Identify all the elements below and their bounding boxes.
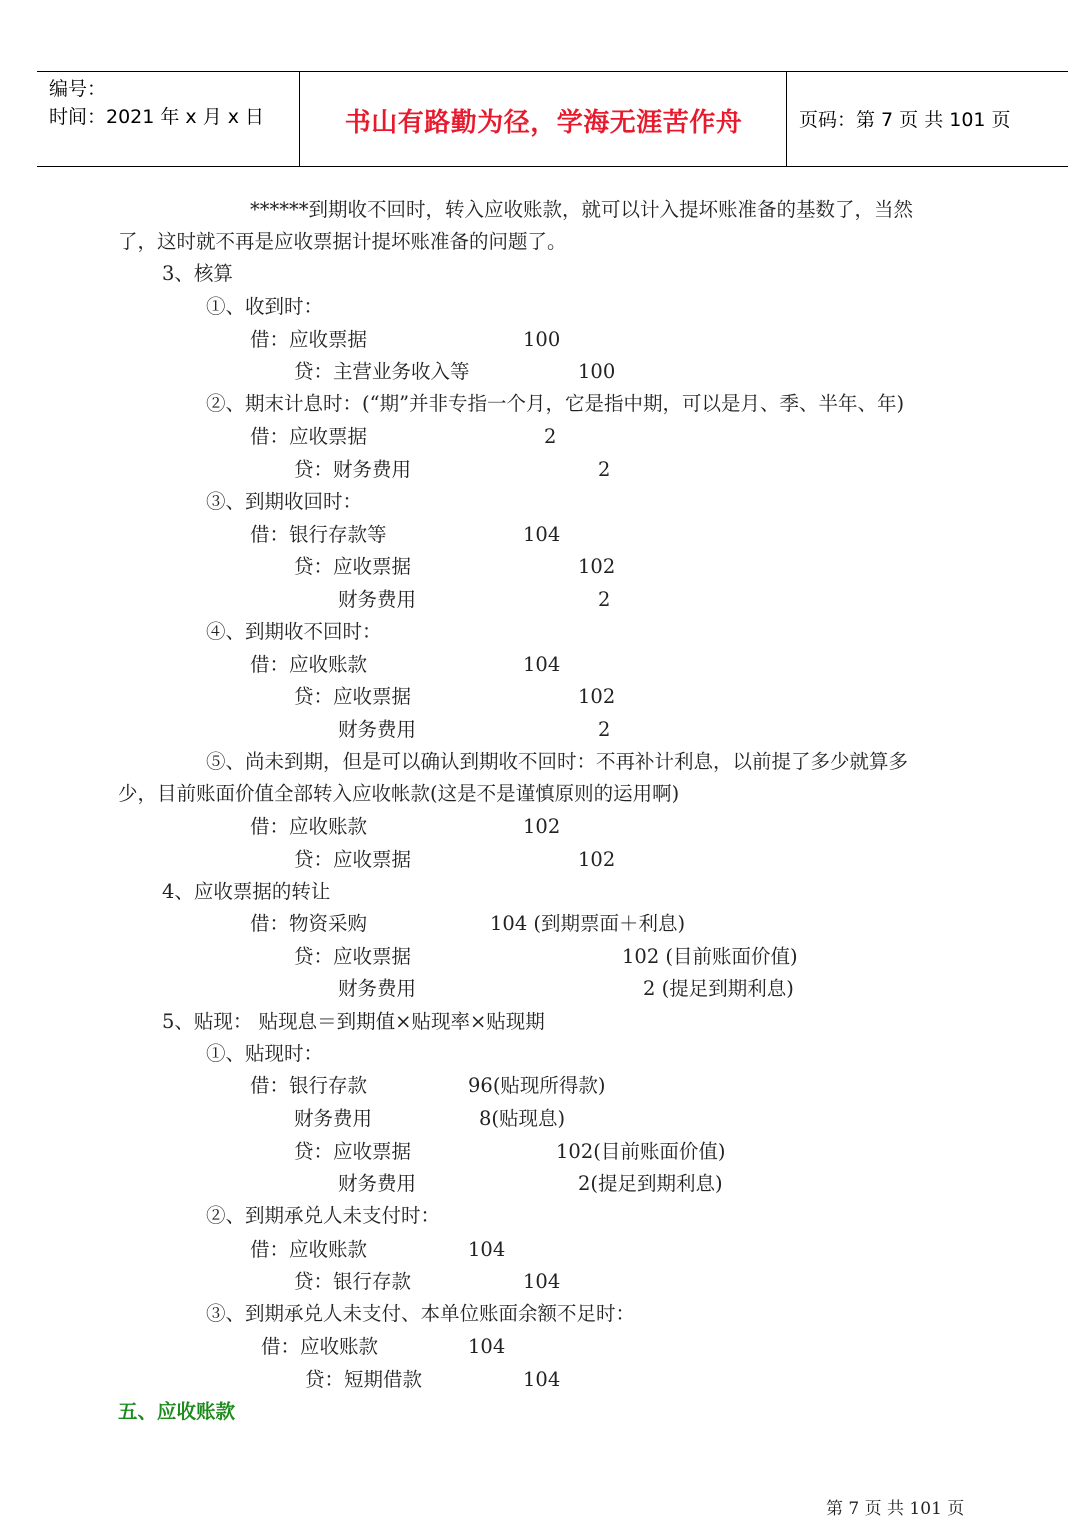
entry-debit: 借：应收账款 xyxy=(261,1335,379,1358)
sub-heading: ①、贴现时： xyxy=(206,1042,324,1065)
entry-credit: 贷：短期借款 xyxy=(305,1368,423,1391)
header-motto: 书山有路勤为径，学海无涯苦作舟 xyxy=(344,108,743,138)
entry-amount: 102(目前账面价值) xyxy=(556,1140,726,1163)
section-heading: 4、应收票据的转让 xyxy=(162,880,331,903)
sub-heading: ⑤、尚未到期，但是可以确认到期收不回时：不再补计利息，以前提了多少就算多 xyxy=(206,750,909,773)
entry-debit: 借：银行存款等 xyxy=(250,523,387,546)
entry-amount: 8(贴现息) xyxy=(479,1107,566,1130)
entry-amount: 104 xyxy=(523,523,561,546)
entry-credit: 财务费用 xyxy=(338,1172,417,1195)
entry-amount: 104 xyxy=(523,653,561,676)
entry-credit: 贷：银行存款 xyxy=(294,1270,412,1293)
header-page-info: 页码：第 7 页 共 101 页 xyxy=(799,109,1011,131)
entry-credit: 贷：应收票据 xyxy=(294,1140,412,1163)
section-heading: 5、贴现： 贴现息＝到期值×贴现率×贴现期 xyxy=(162,1010,545,1033)
entry-debit: 财务费用 xyxy=(294,1107,373,1130)
paragraph-line: ******到期收不回时，转入应收账款，就可以计入提坏账准备的基数了，当然 xyxy=(250,198,914,221)
paragraph-line: 了，这时就不再是应收票据计提坏账准备的问题了。 xyxy=(118,230,567,253)
entry-debit: 借：应收票据 xyxy=(250,425,368,448)
section-heading: 3、核算 xyxy=(162,262,233,285)
entry-amount: 104 (到期票面＋利息) xyxy=(490,912,686,935)
entry-amount: 102 (目前账面价值) xyxy=(622,945,798,968)
entry-amount: 102 xyxy=(578,555,616,578)
entry-amount: 100 xyxy=(523,328,561,351)
entry-amount: 2 xyxy=(598,718,611,741)
sub-heading: ③、到期承兑人未支付、本单位账面余额不足时： xyxy=(206,1302,636,1325)
entry-debit: 借：应收账款 xyxy=(250,815,368,838)
entry-debit: 借：应收账款 xyxy=(250,1238,368,1261)
entry-credit: 贷：财务费用 xyxy=(294,458,412,481)
entry-amount: 104 xyxy=(468,1238,506,1261)
entry-debit: 借：物资采购 xyxy=(250,912,368,935)
header-divider xyxy=(786,72,787,166)
number-label: 编号： xyxy=(49,78,107,100)
entry-amount: 102 xyxy=(523,815,561,838)
sub-heading: ②、到期承兑人未支付时： xyxy=(206,1204,441,1227)
entry-credit: 财务费用 xyxy=(338,977,417,1000)
entry-amount: 2 xyxy=(598,588,611,611)
entry-credit: 贷：应收票据 xyxy=(294,848,412,871)
page-footer: 第 7 页 共 101 页 xyxy=(826,1499,965,1519)
entry-amount: 104 xyxy=(523,1368,561,1391)
sub-heading: ③、到期收回时： xyxy=(206,490,363,513)
entry-credit: 贷：应收票据 xyxy=(294,685,412,708)
entry-amount: 104 xyxy=(523,1270,561,1293)
entry-amount: 2 xyxy=(598,458,611,481)
entry-credit: 贷：应收票据 xyxy=(294,555,412,578)
entry-credit: 财务费用 xyxy=(338,718,417,741)
entry-debit: 借：应收票据 xyxy=(250,328,368,351)
paragraph-line: 少，目前账面价值全部转入应收帐款(这是不是谨慎原则的运用啊) xyxy=(118,782,680,805)
entry-credit: 贷：主营业务收入等 xyxy=(294,360,470,383)
header-meta xyxy=(49,75,264,131)
entry-debit: 借：银行存款 xyxy=(250,1074,368,1097)
sub-heading: ①、收到时： xyxy=(206,295,324,318)
sub-heading: ④、到期收不回时： xyxy=(206,620,382,643)
entry-amount: 96(贴现所得款) xyxy=(468,1074,606,1097)
entry-amount: 102 xyxy=(578,848,616,871)
entry-credit: 财务费用 xyxy=(338,588,417,611)
section-title: 五、应收账款 xyxy=(118,1400,236,1423)
entry-amount: 2(提足到期利息) xyxy=(578,1172,723,1195)
entry-amount: 104 xyxy=(468,1335,506,1358)
time-label: 时间：2021 年 x 月 x 日 xyxy=(49,106,265,128)
entry-debit: 借：应收账款 xyxy=(250,653,368,676)
entry-amount: 2 xyxy=(544,425,557,448)
sub-heading: ②、期末计息时：(“期”并非专指一个月，它是指中期，可以是月、季、半年、年) xyxy=(206,392,905,415)
entry-amount: 100 xyxy=(578,360,616,383)
entry-amount: 102 xyxy=(578,685,616,708)
entry-amount: 2 (提足到期利息) xyxy=(643,977,794,1000)
page-header xyxy=(37,71,1068,167)
entry-credit: 贷：应收票据 xyxy=(294,945,412,968)
